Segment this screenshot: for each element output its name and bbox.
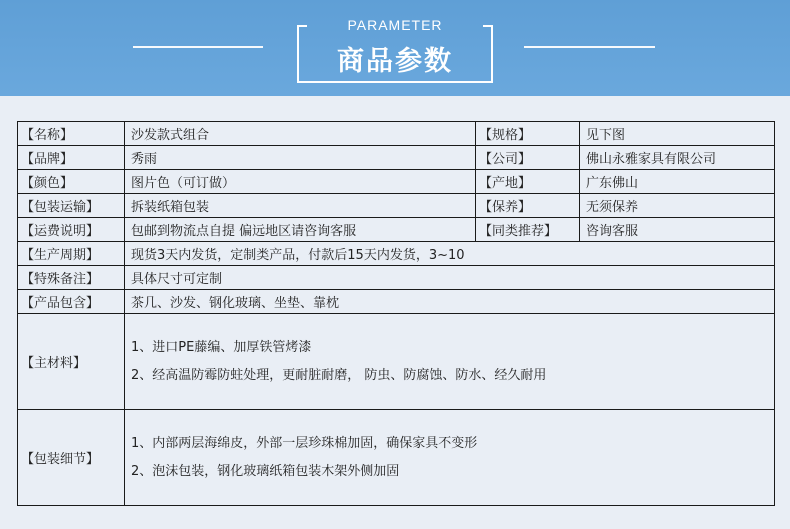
table-row: [18, 170, 775, 194]
param-key-brand: 【品牌】: [18, 146, 125, 170]
table-row: [18, 218, 775, 242]
packing-line-2: 2、泡沫包装，钢化玻璃纸箱包装木架外侧加固: [131, 463, 400, 479]
param-value-company: 佛山永雅家具有限公司: [580, 146, 775, 170]
param-value-shipping: 包邮到物流点自提 偏远地区请咨询客服: [125, 218, 476, 242]
param-value-similar: 咨询客服: [580, 218, 775, 242]
param-value-materials: [125, 314, 775, 410]
param-key-name: 【名称】: [18, 122, 125, 146]
param-key-materials: 【主材料】: [18, 314, 125, 410]
param-value-packing-details: [125, 410, 775, 506]
table-row: [18, 410, 775, 506]
table-row: [18, 314, 775, 410]
table-row: [18, 194, 775, 218]
param-key-contents: 【产品包含】: [18, 290, 125, 314]
param-value-maintenance: 无须保养: [580, 194, 775, 218]
param-key-packaging: 【包装运输】: [18, 194, 125, 218]
param-key-production-cycle: 【生产周期】: [18, 242, 125, 266]
decorative-line-left: [133, 46, 263, 48]
param-key-packing-details: 【包装细节】: [18, 410, 125, 506]
param-value-name: 沙发款式组合: [125, 122, 476, 146]
materials-line-2: 2、经高温防霉防蛀处理，更耐脏耐磨， 防虫、防腐蚀、防水、经久耐用: [131, 367, 547, 383]
param-key-similar: 【同类推荐】: [476, 218, 580, 242]
table-row: [18, 266, 775, 290]
param-value-packaging: 拆装纸箱包装: [125, 194, 476, 218]
table-row: [18, 146, 775, 170]
decorative-line-right: [524, 46, 655, 48]
table-row: [18, 122, 775, 146]
param-value-spec: 见下图: [580, 122, 775, 146]
param-key-spec: 【规格】: [476, 122, 580, 146]
param-key-remarks: 【特殊备注】: [18, 266, 125, 290]
param-value-production-cycle: 现货3天内发货，定制类产品，付款后15天内发货，3~10: [125, 242, 775, 266]
header-banner: [0, 0, 790, 96]
title-frame: [297, 17, 493, 83]
param-key-origin: 【产地】: [476, 170, 580, 194]
param-key-company: 【公司】: [476, 146, 580, 170]
table-row: [18, 290, 775, 314]
param-key-maintenance: 【保养】: [476, 194, 580, 218]
materials-line-1: 1、进口PE藤编、加厚铁管烤漆: [131, 339, 312, 355]
param-value-brand: 秀雨: [125, 146, 476, 170]
packing-line-1: 1、内部两层海绵皮，外部一层珍珠棉加固，确保家具不变形: [131, 435, 478, 451]
param-key-shipping: 【运费说明】: [18, 218, 125, 242]
param-value-color: 图片色（可订做）: [125, 170, 476, 194]
param-key-color: 【颜色】: [18, 170, 125, 194]
parameter-table: [17, 121, 775, 506]
header-title: 商品参数: [337, 46, 453, 77]
param-value-remarks: 具体尺寸可定制: [125, 266, 775, 290]
param-value-contents: 茶几、沙发、钢化玻璃、坐垫、靠枕: [125, 290, 775, 314]
header-subtitle: PARAMETER: [347, 17, 443, 33]
param-value-origin: 广东佛山: [580, 170, 775, 194]
table-row: [18, 242, 775, 266]
